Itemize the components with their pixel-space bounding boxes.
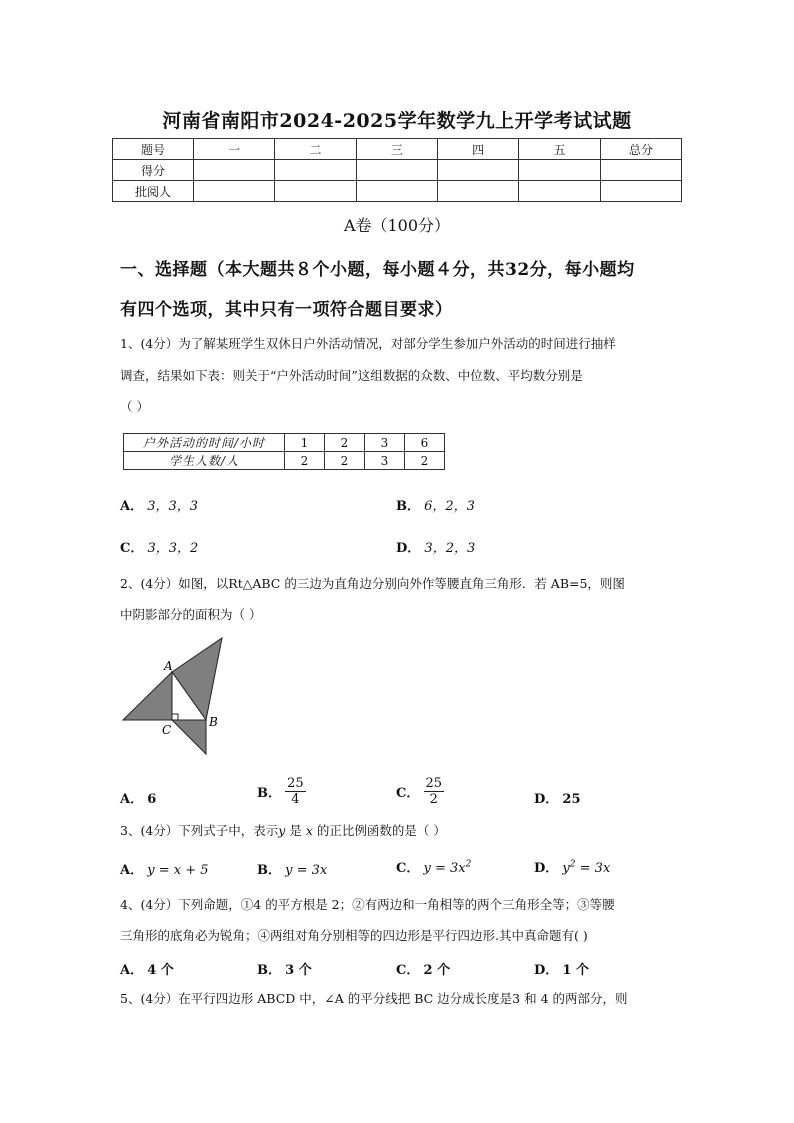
- score-cell: [519, 181, 600, 202]
- fraction: [285, 776, 306, 807]
- q3-prefix: 3、(4分）下列式子中，表示: [120, 823, 279, 838]
- score-table-header-row: [113, 139, 682, 160]
- q2-line2: 中阴影部分的面积为（ ）: [120, 607, 262, 622]
- q4-line1: 4、(4分）下列命题，①4 的平方根是 2；②有两边和一角相等的两个三角形全等；③等腰: [120, 897, 615, 912]
- score-cell: [275, 181, 356, 202]
- score-cell: [356, 160, 437, 181]
- option-text: 2 个: [423, 963, 451, 978]
- option-text: 4 个: [147, 963, 174, 978]
- score-header-cell: 四: [437, 139, 518, 160]
- page-title: 河南省南阳市2024-2025学年数学九上开学考试试题: [162, 110, 632, 132]
- option-text: y = 3x: [423, 861, 466, 876]
- score-cell: [600, 181, 681, 202]
- q4-line2: 三角形的底角必为锐角；④两组对角分别相等的四边形是平行四边形.其中真命题有( ): [120, 928, 588, 943]
- q2-option-d: [534, 788, 581, 807]
- score-cell: [275, 160, 356, 181]
- option-text: 25: [562, 792, 581, 807]
- q1-line3: （ ）: [120, 399, 149, 414]
- score-cell: [194, 160, 275, 181]
- shaded-triangle-left: [123, 672, 172, 720]
- q1-option-c: [120, 537, 198, 556]
- q1-table-label: 学生人数/人: [124, 452, 285, 470]
- option-exponent: 2: [465, 859, 472, 870]
- score-header-cell: 五: [519, 139, 600, 160]
- q1-table-row: [124, 434, 445, 452]
- option-letter: D．: [396, 541, 421, 556]
- q4-option-a: [120, 959, 174, 978]
- option-letter: C．: [396, 786, 420, 801]
- q1-table-cell: 2: [285, 452, 325, 470]
- q3-var-y: y: [278, 823, 286, 838]
- option-letter: A．: [120, 963, 144, 978]
- score-table-row: [113, 181, 682, 202]
- option-text: y = x + 5: [147, 863, 209, 878]
- q1-line2: 调查，结果如下表：则关于“户外活动时间”这组数据的众数、中位数、平均数分别是: [120, 368, 583, 383]
- q1-data-table: [123, 433, 445, 470]
- q1-table-cell: 3: [365, 434, 405, 452]
- q1-table-row: [124, 452, 445, 470]
- q3-option-a: [120, 859, 209, 878]
- option-text: 3，3，3: [147, 499, 199, 514]
- score-table-row: [113, 160, 682, 181]
- section-heading-line1: 一、选择题（本大题共８个小题，每小题４分，共32分，每小题均: [120, 260, 635, 280]
- score-cell: [194, 181, 275, 202]
- score-row-label: 批阅人: [113, 181, 194, 202]
- q3-option-c: [396, 857, 471, 876]
- q3-var-x: x: [305, 823, 313, 838]
- option-letter: B．: [396, 499, 420, 514]
- q2-option-c: [396, 776, 444, 807]
- q4-option-c: [396, 959, 450, 978]
- option-letter: D．: [534, 861, 559, 876]
- q1-table-cell: 2: [325, 434, 365, 452]
- score-header-cell: 总分: [600, 139, 681, 160]
- option-letter: A．: [120, 792, 144, 807]
- q3-option-b: [257, 859, 327, 878]
- q1-option-b: [396, 495, 475, 514]
- option-text: y = 3x: [285, 863, 328, 878]
- option-text: 3，2，3: [424, 541, 476, 556]
- option-text-rest: = 3x: [575, 861, 611, 876]
- fraction-denominator: 4: [291, 792, 300, 807]
- option-letter: D．: [534, 792, 559, 807]
- option-text: y: [562, 861, 570, 876]
- q1-table-cell: 1: [285, 434, 325, 452]
- q1-line1: 1、(4分）为了解某班学生双休日户外活动情况，对部分学生参加户外活动的时间进行抽样: [120, 336, 616, 351]
- q2-triangle-figure: [115, 630, 235, 760]
- option-letter: C．: [396, 963, 420, 978]
- q3-option-d: [534, 857, 610, 876]
- score-header-cell: 二: [275, 139, 356, 160]
- option-exponent: 2: [569, 859, 576, 870]
- option-letter: A．: [120, 499, 144, 514]
- q1-option-d: [396, 537, 475, 556]
- option-text: 1 个: [562, 963, 589, 978]
- q1-table-label: 户外活动的时间/小时: [124, 434, 285, 452]
- label-b: B: [209, 715, 218, 729]
- q1-table-cell: 3: [365, 452, 405, 470]
- option-text: 6: [147, 792, 157, 807]
- option-letter: C．: [396, 861, 420, 876]
- option-letter: C．: [120, 541, 144, 556]
- score-header-cell: 一: [194, 139, 275, 160]
- score-header-cell: 三: [356, 139, 437, 160]
- q5-line1: 5、(4分）在平行四边形 ABCD 中，∠A 的平分线把 BC 边分成长度是3 和 4 的两部分，则: [120, 991, 628, 1006]
- q3-suffix: 的正比例函数的是（ ）: [312, 823, 446, 838]
- q2-option-a: [120, 788, 156, 807]
- q3-stem: [120, 823, 446, 839]
- score-row-label: 得分: [113, 160, 194, 181]
- section-heading-line2: 有四个选项，其中只有一项符合题目要求）: [120, 300, 453, 320]
- q1-table-cell: 2: [325, 452, 365, 470]
- label-a: A: [164, 659, 173, 673]
- option-letter: B．: [257, 863, 281, 878]
- q1-table-cell: 2: [405, 452, 445, 470]
- score-cell: [600, 160, 681, 181]
- q1-table-cell: 6: [405, 434, 445, 452]
- q2-option-b: [257, 776, 306, 807]
- option-letter: B．: [257, 963, 281, 978]
- score-cell: [437, 181, 518, 202]
- score-table: [112, 138, 682, 202]
- option-text: 6，2，3: [424, 499, 475, 514]
- score-header-cell: 题号: [113, 139, 194, 160]
- option-text: 3，3，2: [147, 541, 199, 556]
- fraction-numerator: 25: [287, 776, 304, 791]
- option-text: 3 个: [285, 963, 312, 978]
- fraction-numerator: 25: [425, 776, 443, 791]
- fraction: [424, 776, 445, 807]
- label-c: C: [162, 723, 172, 737]
- option-letter: B．: [257, 786, 281, 801]
- q3-mid: 是: [285, 823, 306, 838]
- score-cell: [356, 181, 437, 202]
- q2-line1: 2、(4分）如图，以Rt△ABC 的三边为直角边分别向外作等腰直角三角形．若 AB=5，则图: [120, 576, 625, 591]
- volume-heading: A卷（100分）: [343, 216, 451, 235]
- q1-option-a: [120, 495, 198, 514]
- fraction-denominator: 2: [429, 792, 438, 807]
- score-cell: [437, 160, 518, 181]
- option-letter: D．: [534, 963, 559, 978]
- q4-option-d: [534, 959, 589, 978]
- score-cell: [519, 160, 600, 181]
- q4-option-b: [257, 959, 312, 978]
- option-letter: A．: [120, 863, 144, 878]
- shaded-triangle-bottom: [172, 720, 206, 754]
